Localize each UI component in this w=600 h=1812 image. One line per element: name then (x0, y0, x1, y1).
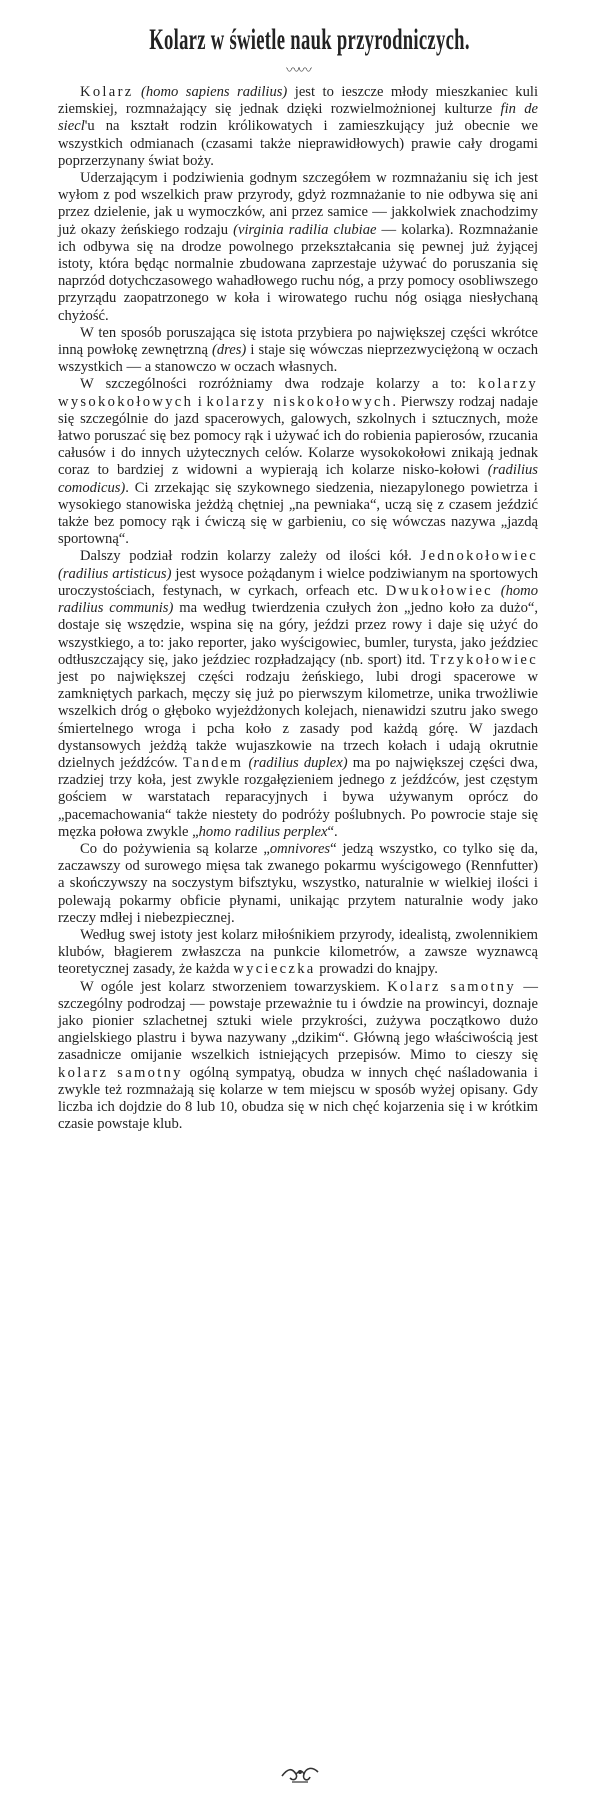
spaced-term: Tandem (182, 754, 244, 771)
text-run: W szczególności rozróżniamy dwa rodzaje kolarzy a to: (80, 376, 479, 393)
article-paragraph (58, 84, 538, 170)
italic-term: (virginia radilia clubiae (233, 221, 377, 238)
text-run: ma po największej części dwa, rzadziej trzy koła, jest zwykle rozgałęzieniem jednego z jeźdźców, jest częstym gościem w warstatach reparacyjnych i bywa używanym oprócz do „pacemachowania“ także niestety do podróży poślubnych. Po powrocie staje się męzka połowa zwykle „ (58, 754, 539, 840)
text-run: — szczególny podrodzaj — powstaje przeważnie tu i ówdzie na prowincyi, doznaje jako pionier szlachetnej sztuki wiele przykrości, zużywa początkowo dużo angielskiego plastru i bywa nazywany „dzikim“. Główną jego właściwością jest zasadnicze omijanie wszelkich istniejących przepisów. Mimo to cieszy się (58, 978, 538, 1064)
italic-term: (dres) (211, 342, 247, 359)
article-paragraph (58, 170, 538, 325)
spaced-term: kolarzy wysokokołowych (58, 376, 538, 410)
italic-term: omnivores (269, 840, 331, 857)
italic-term: (radilius duplex) (248, 754, 348, 771)
text-run: W ten sposób poruszająca się istota przybiera po największej części wkrótce inną powłokę zewnętrzną (58, 324, 538, 359)
text-run: i (193, 393, 207, 410)
text-run: i staje się wówczas nieprzezwyciężoną w oczach wszystkich — a stanowczo w oczach własnych. (58, 342, 539, 376)
article-paragraph (58, 376, 538, 548)
text-run (134, 84, 141, 100)
article-paragraph (58, 325, 538, 377)
text-run: Według swej istoty jest kolarz miłośnikiem przyrody, idealistą, zwolennikiem klubów, błagierem zwłaszcza na punkcie kilometrów, a zawsze wyznawcą teoretycznej zasady, że każda (58, 926, 538, 978)
text-run: ma według twierdzenia czułych żon „jedno koło za dużo“, dostaje się wszędzie, wspina się na góry, jeździ przez rowy i daje się użyć do wszystkiego, a to: jako reporter, jako wyścigowiec, bumler, turysta, jako jeździec odtłuszczający się, jako jeździec rozpładzający (nb. sport) itd. (58, 600, 539, 668)
spaced-term: Kolarz samotny (387, 978, 516, 995)
italic-term: fin de siecl (58, 101, 538, 135)
text-run: jest to ieszcze młody mieszkaniec kuli ziemskiej, rozmnażający się jednak dzięki rozwielmożnionej kulturze (58, 84, 539, 118)
floral-tailpiece-ornament-icon (278, 1762, 322, 1786)
text-run: Uderzającym i podziwienia godnym szczegółem w rozmnażaniu się ich jest wyłom z pod wszelkich praw przyrody, gdyż rozmnażanie to nie odbywa się ani przez dzielenie, jak u wymoczków, ani przez samice — jakkolwiek znachodzimy już okazy żeńskiego rodzaju (58, 170, 538, 238)
article-paragraph (58, 927, 538, 979)
spaced-term: kolarz samotny (58, 1064, 183, 1081)
article-paragraph (58, 979, 538, 1134)
text-run (493, 583, 501, 599)
wavy-line-ornament-icon: 〰〰 (286, 63, 310, 79)
text-run: . Ci zrzekając się szykownego siedzenia, niezapylonego powietrza i wysokiego stanowiska jeżdżą chętniej „na pewniaka“, uczą się z czasem jeździć także bez pomocy rąk i ćwiczą się w garbieniu, co się wówczas nazywa „jazdą sportowną“. (58, 479, 538, 548)
article (58, 18, 538, 1133)
spaced-term: Kolarz (80, 84, 134, 100)
spaced-term: wycieczka (233, 961, 316, 978)
article-paragraph (58, 548, 538, 840)
text-run: ogólną sympatyą, obudza w innych chęć naśladowania i zwykle też rozmnażają się kolarze w tem miejscu w sposób wyżej opisany. Gdy liczba ich dojdzie do 8 lub 10, obudza się w nich chęć kojarzenia się i w krótkim czasie powstaje klub. (58, 1064, 538, 1133)
text-run: 'u na kształt rodzin królikowatych i zamieszkujący już obecnie we wszystkich odmianach (czasami także nieprawidłowych) prawie cały drogami poprzerzynany świat boży. (58, 118, 538, 169)
italic-term: (radilius artisticus) (58, 565, 172, 582)
text-run: — kolarka). Rozmnażanie ich odbywa się na drodze powolnego przekształcania się pewnej już żyjącej istoty, która będąc normalnie zbudowana zaprzestaje używać do poruszania się naprzód dotychczasowego wahadłowego ruchu nóg, a przy pomocy osobliwszego przyrządu zaopatrzonego w koła i wirowatego ruchu nóg osiąga niesłychaną chyżość. (58, 221, 538, 324)
text-run: jest po największej części rodzaju żeńskiego, lubi drogi spacerowe w zamkniętych parkach, męczy się już po pierwszym kilometrze, unika trwożliwie wszelkich dróg o głęboko wyjeżdżonych kolejach, nienawidzi szutru jako swego śmiertelnego wroga i pcha koło z zasady pod każdą górę. W jazdach dystansowych jeżdżą także wujaszkowie na trzech kołach i udają okrutnie dzielnych jeźdźców. (58, 668, 538, 771)
text-run: “ jedzą wszystko, co tylko się da, zaczawszy od surowego mięsa tak zwanego pokarmu wyścigowego (Rennfutter) a skończywszy na soczystym bifsztyku, wszystko, naturalnie w wielkiej ilości i polewają pokarmy obficie płynami, unikając przytem naturalnie wody jako rzeczy mdłej i niebezpiecznej. (58, 840, 538, 926)
italic-term: (homo radilius communis) (58, 582, 538, 617)
text-run: prowadzi do knajpy. (315, 961, 438, 978)
spaced-term: kolarzy niskokołowych (206, 393, 393, 410)
article-title: Kolarz w świetle nauk przyrodniczych. (149, 23, 470, 56)
italic-term: (homo sapiens radilius) (141, 84, 288, 100)
text-run: “. (327, 823, 338, 840)
text-run: . Pierwszy rodzaj nadaje się szczególnie do jazd spacerowych, galowych, szkolnych i sztucznych, może łatwo poruszać się bez pomocy rąk i używać ich do robienia papierosów, rzucania całusów i do innych użytecznych celów. Kolarze wysokokołowi znikają jednak coraz to bardziej z widowni a wypierają ich kolarze nisko-kołowi (58, 393, 539, 479)
text-run: Dalszy podział rodzin kolarzy zależy od ilości kół. (80, 548, 421, 565)
spaced-term: Jednokołowiec (420, 548, 538, 565)
spaced-term: Dwukołowiec (385, 582, 493, 599)
article-body (58, 84, 538, 1133)
text-run: Co do pożywienia są kolarze „ (80, 840, 270, 857)
text-run: W ogóle jest kolarz stworzeniem towarzyskiem. (80, 978, 388, 995)
italic-term: (radilius comodicus) (58, 462, 538, 496)
article-paragraph (58, 841, 538, 927)
spaced-term: Trzykołowiec (429, 651, 538, 668)
text-run: jest wysoce pożądanym i wielce podziwianym na sportowych uroczystościach, festynach, w cyrkach, orfeach etc. (58, 565, 538, 599)
italic-term: homo radilius perplex (198, 823, 328, 840)
